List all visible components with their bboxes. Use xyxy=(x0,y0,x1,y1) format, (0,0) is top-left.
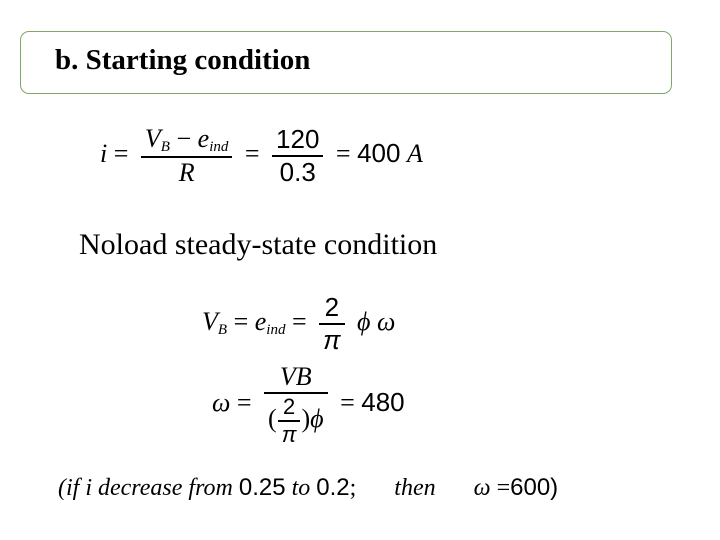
starting-current-equation xyxy=(100,124,423,188)
omega-symbol: ω xyxy=(377,306,396,336)
unit-amperes: A xyxy=(406,138,423,168)
noload-speed-equation: ω = VB ( $\frac{2}{\pi}$ )ϕ = 480 xyxy=(212,362,405,447)
two-over-pi-fraction: $\frac{2}{\pi}$ xyxy=(319,292,344,356)
speed-result: 480 xyxy=(361,386,405,417)
speed-fraction: VB ( $\frac{2}{\pi}$ )ϕ xyxy=(264,362,328,448)
numeric-fraction: $\frac{120}{0.3}$ xyxy=(272,124,323,188)
e-symbol: e xyxy=(197,124,210,153)
voltage-over-resistance-fraction: $\frac{V_B - e_{ind}}{R}$ xyxy=(141,124,232,188)
noload-heading: Noload steady-state condition xyxy=(79,228,438,261)
slide-title: b. Starting condition xyxy=(55,44,311,76)
current-result: 400 xyxy=(357,137,401,168)
condition-note: (if i decrease from 0.25 to 0.2; then ω =600) xyxy=(58,474,559,501)
equals-sign: = xyxy=(244,138,260,168)
phi-symbol: ϕ xyxy=(357,306,371,336)
equals-sign: = xyxy=(113,138,129,168)
current-symbol: i xyxy=(100,138,108,168)
resistance-symbol: R xyxy=(141,156,232,188)
noload-voltage-equation: $V_B = e_{ind}$ = $\frac{2}{\pi}$ ϕ ω xyxy=(202,292,396,355)
equals-sign: = xyxy=(335,138,351,168)
minus-sign: − xyxy=(176,124,192,153)
vb-symbol: V xyxy=(144,124,161,153)
